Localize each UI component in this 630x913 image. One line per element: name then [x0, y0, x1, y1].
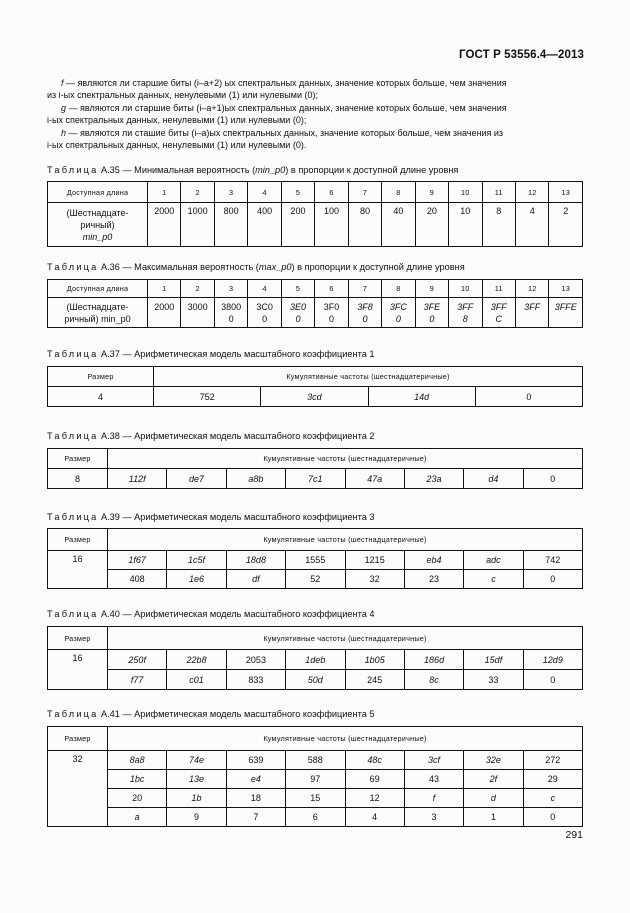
table-cell: 1deb	[286, 650, 345, 670]
caption-label: Таблица	[47, 512, 99, 522]
col-header: 3	[214, 280, 247, 298]
table-cell: 400	[248, 203, 281, 247]
col-header: 11	[482, 280, 515, 298]
table-cell: 6	[286, 808, 345, 827]
size-cell: 8	[48, 469, 108, 489]
table-cell: a8b	[226, 469, 285, 489]
cell-line: 3FF	[457, 302, 474, 312]
table-cell: 1b	[167, 789, 226, 808]
table-cell: eb4	[404, 551, 463, 570]
cell-line: 0	[395, 314, 401, 324]
caption-label: Таблица	[47, 349, 99, 359]
row-label	[48, 298, 148, 328]
table-cell	[248, 298, 281, 328]
freq-header: Кумулятивные частоты (шестнадцатеричные)	[108, 627, 583, 650]
table-header-row	[48, 529, 583, 551]
cell-line: 0	[262, 314, 268, 324]
cell-line: 2000	[154, 302, 175, 312]
col-header: 6	[315, 182, 348, 203]
table-cell: 186d	[404, 650, 463, 670]
variable-g: g	[61, 103, 67, 113]
cell-line: 3FF	[524, 302, 541, 312]
table-cell: 18d8	[226, 551, 285, 570]
cell-line: 3F8	[357, 302, 373, 312]
table-row	[48, 670, 583, 690]
caption-var: min_p0	[255, 165, 286, 175]
caption-text: А.41 — Арифметическая модель масштабного коэффициента 5	[98, 709, 375, 719]
paragraph-f-line2: из i-ых спектральных данных, ненулевыми (1) или нулевыми (0);	[47, 90, 318, 101]
col-header: 12	[515, 182, 548, 203]
table-cell: 29	[523, 770, 582, 789]
cell-line: 3800	[221, 302, 242, 312]
caption-label: Таблица	[47, 262, 99, 272]
paragraph-h	[47, 127, 583, 151]
col-header: 10	[449, 280, 482, 298]
table-a40	[47, 626, 583, 690]
table-row	[48, 203, 583, 247]
table-cell: 272	[523, 751, 582, 770]
table-cell: 408	[108, 570, 167, 589]
caption-text: А.40 — Арифметическая модель масштабного коэффициента 4	[98, 609, 375, 619]
size-cell: 32	[48, 751, 108, 827]
cell-line: 3E0	[290, 302, 307, 312]
col-header: 11	[482, 182, 515, 203]
cell-line: 3C0	[256, 302, 273, 312]
paragraph-f-line1: — являются ли старшие биты (i–a+2) ых спектральных данных, значение которых больше, чем значения	[63, 78, 507, 88]
table-cell: 588	[286, 751, 345, 770]
caption-label: Таблица	[47, 609, 99, 619]
table-cell: 1b05	[345, 650, 404, 670]
caption-a39	[47, 512, 375, 522]
table-cell	[415, 298, 448, 328]
caption-a41	[47, 709, 375, 719]
table-cell: d4	[464, 469, 523, 489]
table-cell: 48c	[345, 751, 404, 770]
caption-label: Таблица	[47, 165, 99, 175]
row-label-line: (Шестнадцате-	[66, 207, 129, 218]
table-cell: 43	[404, 770, 463, 789]
cell-line: 3000	[187, 302, 208, 312]
row-label-line: ричный) min_p0	[64, 313, 131, 324]
col-header: 4	[248, 182, 281, 203]
table-cell: 7	[226, 808, 285, 827]
table-cell: de7	[167, 469, 226, 489]
cell-line: 8	[462, 314, 468, 324]
paragraph-f	[47, 77, 583, 101]
paragraph-h-line2: i-ых спектральных данных, ненулевыми (1) или нулевыми (0).	[47, 140, 307, 151]
table-cell: 50d	[286, 670, 345, 690]
table-row	[48, 469, 583, 489]
table-cell: 9	[167, 808, 226, 827]
freq-header: Кумулятивные частоты (шестнадцатеричные)	[108, 449, 583, 469]
table-cell: 18	[226, 789, 285, 808]
table-a35	[47, 181, 583, 247]
row-label-line: (Шестнадцате-	[66, 301, 129, 312]
col-header: 7	[348, 280, 381, 298]
cell-line: 3FC	[389, 302, 407, 312]
caption-a40	[47, 609, 375, 619]
table-cell: 69	[345, 770, 404, 789]
table-row	[48, 751, 583, 770]
caption-text-end: ) в пропорции к доступной длине уровня	[285, 165, 459, 175]
table-cell: 1555	[286, 551, 345, 570]
cell-line: 0	[295, 314, 301, 324]
table-row	[48, 808, 583, 827]
page-header: ГОСТ Р 53556.4—2013	[459, 49, 584, 61]
caption-text: А.35 — Минимальная вероятность (	[98, 165, 256, 175]
caption-label: Таблица	[47, 431, 99, 441]
table-cell: 4	[515, 203, 548, 247]
table-cell: 1bc	[108, 770, 167, 789]
table-cell: 0	[523, 469, 582, 489]
table-cell: 8a8	[108, 751, 167, 770]
caption-label: Таблица	[47, 709, 99, 719]
table-cell: 8c	[404, 670, 463, 690]
table-cell	[281, 298, 314, 328]
table-header-row	[48, 449, 583, 469]
size-cell: 16	[48, 551, 108, 589]
row-label-line: ричный)	[80, 219, 115, 230]
size-header: Размер	[48, 727, 108, 751]
col-header: 4	[248, 280, 281, 298]
table-cell: 8	[482, 203, 515, 247]
table-cell: 250f	[108, 650, 167, 670]
table-cell: 80	[348, 203, 381, 247]
freq-header: Кумулятивные частоты (шестнадцатеричные)	[108, 727, 583, 751]
caption-text: А.39 — Арифметическая модель масштабного коэффициента 3	[98, 512, 375, 522]
table-cell: e4	[226, 770, 285, 789]
col-header: 2	[181, 280, 214, 298]
table-cell: 2053	[226, 650, 285, 670]
table-header-row	[48, 367, 583, 387]
table-cell: 14d	[368, 387, 475, 407]
col-header: 9	[415, 280, 448, 298]
table-row	[48, 789, 583, 808]
table-cell: 800	[214, 203, 247, 247]
paragraph-g	[47, 102, 583, 126]
table-cell: 1	[464, 808, 523, 827]
table-cell: 3cd	[261, 387, 368, 407]
col-header: 5	[281, 280, 314, 298]
col-header: 3	[214, 182, 247, 203]
col-header: 8	[382, 280, 415, 298]
table-cell: 32e	[464, 751, 523, 770]
table-cell: 245	[345, 670, 404, 690]
table-cell: 97	[286, 770, 345, 789]
cell-line: 3FF	[490, 302, 507, 312]
table-row	[48, 551, 583, 570]
table-header-row	[48, 182, 583, 203]
size-header: Размер	[48, 367, 154, 387]
table-cell: 47a	[345, 469, 404, 489]
table-cell: 1215	[345, 551, 404, 570]
table-cell: c01	[167, 670, 226, 690]
table-cell	[315, 298, 348, 328]
paragraph-g-line2: i-ых спектральных данных, ненулевыми (1) или нулевыми (0);	[47, 115, 307, 126]
table-cell: 1e6	[167, 570, 226, 589]
table-row	[48, 650, 583, 670]
table-header-row	[48, 627, 583, 650]
table-cell: 0	[475, 387, 582, 407]
table-cell: 833	[226, 670, 285, 690]
cell-line: C	[495, 314, 502, 324]
table-a38	[47, 448, 583, 489]
size-header: Размер	[48, 449, 108, 469]
table-cell: a	[108, 808, 167, 827]
table-cell: df	[226, 570, 285, 589]
table-cell: 4	[345, 808, 404, 827]
table-cell: 33	[464, 670, 523, 690]
table-cell: c	[464, 570, 523, 589]
col-header: 9	[415, 182, 448, 203]
table-cell	[382, 298, 415, 328]
caption-a35	[47, 165, 458, 175]
table-cell	[449, 298, 482, 328]
cell-line: 0	[328, 314, 334, 324]
table-row	[48, 770, 583, 789]
row-header: Доступная длина	[48, 280, 148, 298]
table-cell: 2000	[148, 203, 181, 247]
table-cell: 100	[315, 203, 348, 247]
table-cell: 200	[281, 203, 314, 247]
cell-line: 3FE	[423, 302, 441, 312]
table-cell: 23	[404, 570, 463, 589]
table-cell: c	[523, 789, 582, 808]
table-cell: 74e	[167, 751, 226, 770]
col-header: 2	[181, 182, 214, 203]
table-a41	[47, 726, 583, 827]
variable-h: h	[61, 128, 67, 138]
cell-line: 0	[228, 314, 234, 324]
page-number: 291	[565, 829, 583, 841]
table-cell: 112f	[108, 469, 167, 489]
table-cell: 22b8	[167, 650, 226, 670]
caption-a37	[47, 349, 375, 359]
caption-text: А.38 — Арифметическая модель масштабного коэффициента 2	[98, 431, 375, 441]
table-cell: 15	[286, 789, 345, 808]
table-cell: 12d9	[523, 650, 582, 670]
paragraph-g-line1: — являются ли старшие биты (i–a+1)ых спектральных данных, значение которых больше, чем значения	[66, 103, 507, 113]
table-cell: 12	[345, 789, 404, 808]
caption-text: А.37 — Арифметическая модель масштабного коэффициента 1	[98, 349, 375, 359]
table-cell	[148, 298, 181, 328]
table-cell: 0	[523, 808, 582, 827]
table-a39	[47, 528, 583, 589]
caption-text: А.36 — Максимальная вероятность (	[98, 262, 259, 272]
table-header-row	[48, 727, 583, 751]
table-cell	[515, 298, 548, 328]
col-header: 1	[148, 280, 181, 298]
table-cell: 1c5f	[167, 551, 226, 570]
cell-line: 3FFE	[554, 302, 577, 312]
table-cell: 15df	[464, 650, 523, 670]
col-header: 1	[148, 182, 181, 203]
table-cell: 639	[226, 751, 285, 770]
table-cell: 52	[286, 570, 345, 589]
table-cell: 0	[523, 570, 582, 589]
col-header: 13	[549, 280, 583, 298]
table-cell: 2	[549, 203, 583, 247]
caption-a36	[47, 262, 465, 272]
table-cell: 0	[523, 670, 582, 690]
table-cell	[214, 298, 247, 328]
table-cell: 752	[154, 387, 261, 407]
caption-a38	[47, 431, 375, 441]
table-a37	[47, 366, 583, 407]
table-cell: d	[464, 789, 523, 808]
col-header: 12	[515, 280, 548, 298]
table-cell: 1f67	[108, 551, 167, 570]
col-header: 6	[315, 280, 348, 298]
freq-header: Кумулятивные частоты (шестнадцатеричные)	[108, 529, 583, 551]
row-label-line: min_p0	[82, 231, 113, 242]
table-cell: 1000	[181, 203, 214, 247]
table-cell: 23a	[404, 469, 463, 489]
row-header: Доступная длина	[48, 182, 148, 203]
table-cell	[181, 298, 214, 328]
col-header: 10	[449, 182, 482, 203]
table-cell	[549, 298, 583, 328]
table-cell: 3cf	[404, 751, 463, 770]
table-cell: 2f	[464, 770, 523, 789]
table-row	[48, 387, 583, 407]
table-cell	[482, 298, 515, 328]
table-cell: f	[404, 789, 463, 808]
cell-line: 0	[362, 314, 368, 324]
table-cell: 40	[382, 203, 415, 247]
col-header: 5	[281, 182, 314, 203]
size-header: Размер	[48, 529, 108, 551]
table-cell: adc	[464, 551, 523, 570]
table-cell: 7c1	[286, 469, 345, 489]
table-cell: 3	[404, 808, 463, 827]
freq-header: Кумулятивные частоты (шестнадцатеричные)	[154, 367, 583, 387]
table-cell	[348, 298, 381, 328]
table-row	[48, 298, 583, 328]
row-label	[48, 203, 148, 247]
table-a36	[47, 279, 583, 328]
table-cell: 10	[449, 203, 482, 247]
caption-text-end: ) в пропорции к доступной длине уровня	[291, 262, 465, 272]
size-cell: 4	[48, 387, 154, 407]
col-header: 8	[382, 182, 415, 203]
size-cell: 16	[48, 650, 108, 690]
table-cell: 20	[415, 203, 448, 247]
col-header: 13	[549, 182, 583, 203]
cell-line: 0	[429, 314, 435, 324]
paragraph-h-line1: — являются ли сташие биты (i–a)ых спектральных данных, значение которых больше, чем значения из	[66, 128, 504, 138]
size-header: Размер	[48, 627, 108, 650]
caption-var: max_p0	[258, 262, 292, 272]
cell-line: 3F0	[323, 302, 340, 312]
table-cell: 32	[345, 570, 404, 589]
table-cell: 13e	[167, 770, 226, 789]
table-cell: 742	[523, 551, 582, 570]
table-row	[48, 570, 583, 589]
table-cell: 20	[108, 789, 167, 808]
col-header: 7	[348, 182, 381, 203]
table-cell: f77	[108, 670, 167, 690]
variable-f: f	[61, 78, 64, 88]
table-header-row	[48, 280, 583, 298]
